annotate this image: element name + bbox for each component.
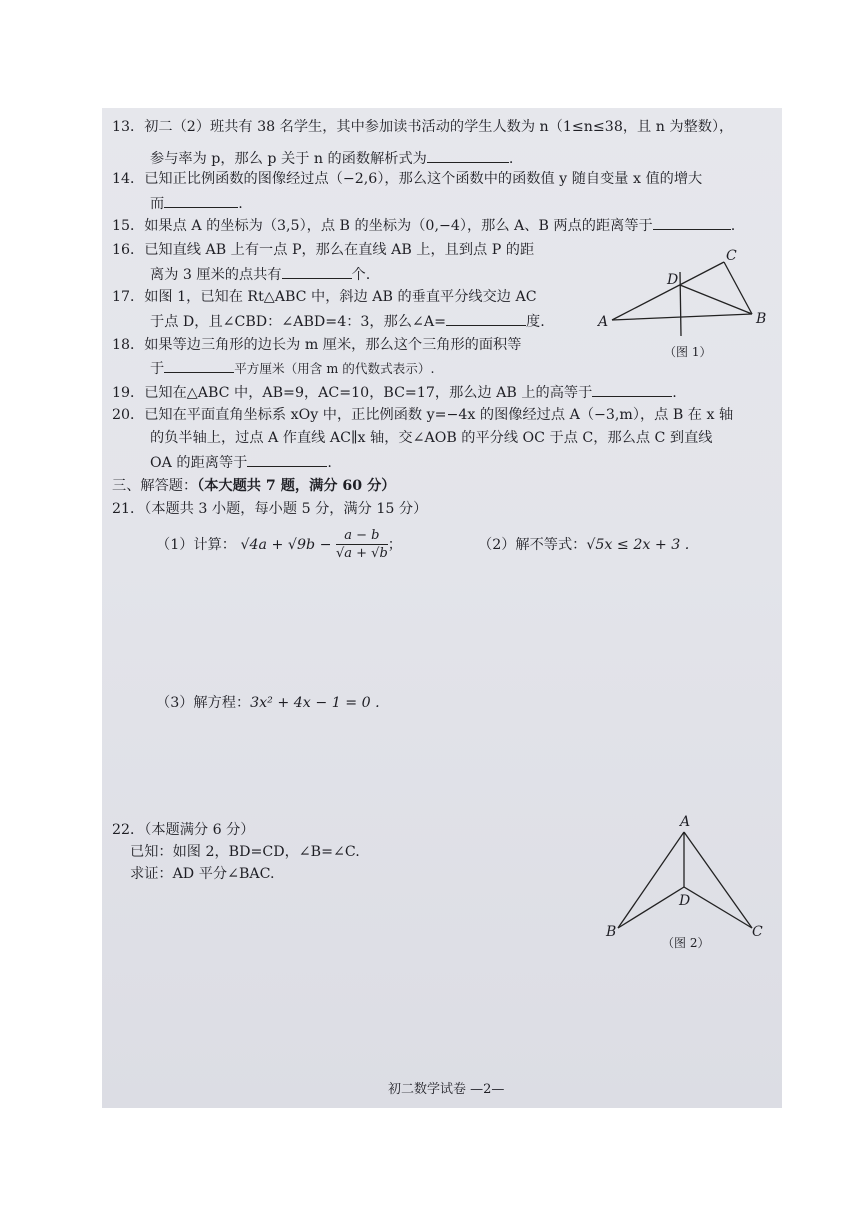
q15-text: 15．如果点 A 的坐标为（3,5），点 B 的坐标为（0,−4），那么 A、B 两点的距离等于 — [112, 218, 653, 234]
q19-line — [112, 382, 677, 403]
q20-text: OA 的距离等于 — [150, 455, 248, 471]
q14-end: . — [238, 196, 243, 212]
q21-p1-end: ； — [387, 537, 402, 553]
q17-end: 度. — [526, 314, 545, 330]
fig1-label-A: A — [598, 314, 609, 330]
q21-p1-expression: √4a + √9b − — [240, 537, 332, 553]
q20-answer-blank[interactable] — [247, 452, 327, 467]
q13-end: . — [508, 151, 514, 167]
q14-text: 而 — [150, 196, 165, 212]
q14-line1: 14．已知正比例函数的图像经过点（−2,6），那么这个函数中的函数值 y 随自变量 x 值的增大 — [112, 171, 703, 187]
q20-line3 — [150, 452, 332, 473]
q14-answer-blank[interactable] — [164, 193, 238, 208]
section-3-title: （本大题共 7 题，满分 60 分） — [197, 478, 396, 494]
fig2-label-D: D — [679, 893, 691, 909]
fig2-label-B: B — [606, 924, 617, 940]
q22-given: 已知：如图 2，BD=CD，∠B=∠C. — [130, 844, 360, 860]
q20-line1: 20．已知在平面直角坐标系 xOy 中，正比例函数 y=−4x 的图像经过点 A（−3,m），点 B 在 x 轴 — [112, 407, 734, 423]
page-footer: 初二数学试卷 —2— — [388, 1082, 505, 1097]
section-3-heading — [112, 476, 395, 496]
q22-header: 22．（本题满分 6 分） — [112, 822, 255, 838]
q21-part1 — [156, 528, 402, 562]
q13-line2 — [150, 148, 513, 169]
q16-text: 离为 3 厘米的点共有 — [150, 267, 282, 283]
q21-p2-expression: √5x ≤ 2x + 3 . — [586, 537, 690, 553]
q20-line2: 的负半轴上，过点 A 作直线 AC∥x 轴，交∠AOB 的平分线 OC 于点 C，那么点 C 到直线 — [150, 430, 713, 446]
fig1-label-C: C — [726, 248, 737, 264]
q13-answer-blank[interactable] — [427, 148, 509, 163]
q19-text: 19．已知在△ABC 中，AB=9，AC=10，BC=17，那么边 AB 上的高等于 — [112, 385, 593, 401]
q13-line1: 13．初二（2）班共有 38 名学生，其中参加读书活动的学生人数为 n（1≤n≤38，且 n 为整数）， — [112, 119, 734, 135]
fig1-label-B: B — [756, 311, 767, 327]
q21-p3-expression: 3x² + 4x − 1 = 0 . — [250, 695, 380, 711]
q21-header: 21．（本题共 3 小题，每小题 5 分，满分 15 分） — [112, 501, 428, 517]
q16-answer-blank[interactable] — [282, 264, 352, 279]
q18-answer-blank[interactable] — [164, 358, 234, 373]
q21-part3 — [156, 693, 380, 713]
q14-line2 — [150, 193, 243, 214]
q17-line2 — [150, 311, 545, 332]
fig1-caption: （图 1） — [664, 345, 712, 359]
q18-text: 于 — [150, 361, 165, 377]
q16-line2 — [150, 264, 370, 285]
q21-p1-denominator: √a + √b — [335, 546, 388, 561]
fig2-label-C: C — [752, 924, 763, 940]
q18-end: 平方厘米（用含 m 的代数式表示）. — [234, 361, 435, 376]
q15-line — [112, 215, 735, 236]
q21-part2 — [478, 535, 689, 555]
q21-p1-fraction — [336, 528, 388, 562]
q20-end: . — [327, 455, 332, 471]
q21-p3-label: （3）解方程： — [156, 695, 251, 711]
q21-p1-label: （1）计算： — [156, 537, 236, 553]
q16-end: 个. — [351, 267, 371, 283]
q19-end: . — [672, 385, 677, 401]
q19-answer-blank[interactable] — [592, 382, 672, 397]
section-3-prefix: 三、解答题： — [112, 478, 198, 494]
fig1-label-D: D — [667, 272, 679, 288]
q18-line1: 18．如果等边三角形的边长为 m 厘米，那么这个三角形的面积等 — [112, 337, 522, 353]
q13-text: 参与率为 p，那么 p 关于 n 的函数解析式为 — [150, 151, 427, 167]
q17-text: 于点 D，且∠CBD：∠ABD=4：3，那么∠A= — [150, 314, 447, 330]
q16-line1: 16．已知直线 AB 上有一点 P，那么在直线 AB 上，且到点 P 的距 — [112, 242, 535, 258]
q17-answer-blank[interactable] — [446, 311, 526, 326]
fig2-caption: （图 2） — [662, 936, 710, 950]
q21-p2-label: （2）解不等式： — [478, 537, 587, 553]
q15-answer-blank[interactable] — [653, 215, 731, 230]
q17-line1: 17．如图 1，已知在 Rt△ABC 中，斜边 AB 的垂直平分线交边 AC — [112, 289, 537, 305]
q18-line2 — [150, 358, 434, 379]
q21-p1-numerator: a − b — [336, 528, 388, 545]
q22-prove: 求证：AD 平分∠BAC. — [130, 866, 275, 882]
fig2-label-A: A — [680, 814, 691, 830]
q15-end: . — [730, 218, 736, 234]
